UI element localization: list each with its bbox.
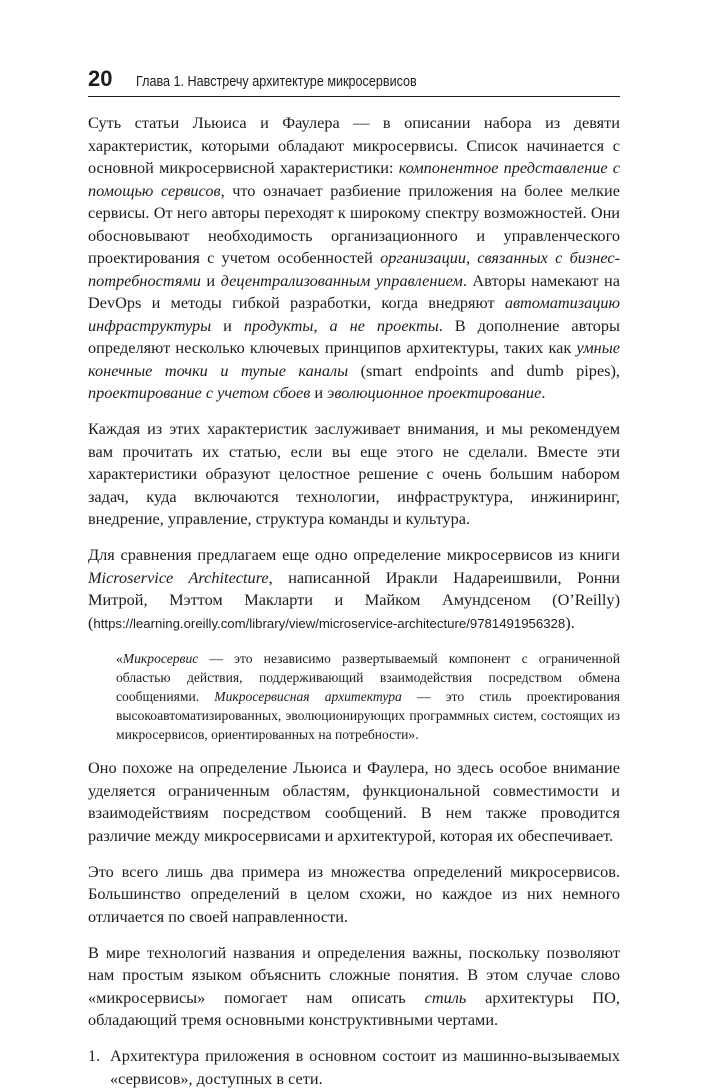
definition-quote [116,649,620,744]
list-number: 1. [88,1046,101,1065]
emphasis: продукты, а не проекты [243,315,439,335]
chapter-title: Глава 1. Навстречу архитектуре микросервисов [136,73,418,90]
emphasis: компонентное представление с помощью сервисов [88,158,620,200]
paragraph-6 [88,942,620,1032]
list-item-text: Архитектура приложения в основном состоит из машинно-вызываемых «сервисов», доступных в сети. [110,1046,620,1088]
paragraph-4: Оно похоже на определение Льюиса и Фаулера, но здесь особое внимание уделяется ограниченным областям, функциональной совместимости и взаимодействиям посредством сообщений. В нем также проводится различие между микросервисами и архитектурой, которая их обеспечивает. [88,758,620,845]
text-run: , написанной Иракли Надареишвили, Ронни Митрой, Мэттом Макларти и Майком Амундсеном (O’Reilly) ( [88,567,620,632]
text-run: — это стиль проектирования высокоавтоматизированных, эволюционирующих программных систем, состоящих из микросервисов, ориентированных на потребности». [116,688,620,742]
text-run: В мире технологий названия и определения важны, поскольку позволяют нам простым языком объяснить сложные понятия. В этом случае слово «микросервисы» помогает нам описать [88,942,620,1007]
text-run: . В дополнение авторы определяют несколько ключевых принципов архитектуры, таких как [88,315,620,357]
text-run: Суть статьи Льюиса и Фаулера — в описании набора из девяти характеристик, которыми обладают микросервисы. Список начинается с основной микросервисной характеристики: [88,113,620,177]
paragraph-3 [88,544,620,635]
text-run: — это независимо развертываемый компонент с ограниченной областью действия, поддерживающий взаимодействия посредством обмена сообщениями. [116,650,620,704]
text-run: Для сравнения предлагаем еще одно определение микросервисов из книги [88,545,620,564]
emphasis: умные конечные точки и тупые каналы [88,338,620,380]
emphasis: автоматизацию инфраструктуры [88,293,620,335]
book-title: Microservice Architecture [88,567,269,587]
paragraph-1 [88,112,620,405]
text-run: , что означает разбиение приложения на более мелкие сервисы. От него авторы переходят к широкому спектру возможностей. Они обосновывают необходимость организационного и управленческого проектирования с учетом особенностей [88,180,620,267]
text-run: архитектуры ПО, обладающий тремя основными конструктивными чертами. [88,987,620,1029]
emphasis: организации, связанных с бизнес-потребностями [88,248,620,290]
paragraph-2: Каждая из этих характеристик заслуживает внимания, и мы рекомендуем вам прочитать их статью, если вы еще этого не сделали. Вместе эти характеристики образуют целостное решение с очень большим набором задач, куда включаются технологии, инфраструктура, инжиниринг, внедрение, управление, структура команды и культура. [88,419,620,528]
paragraph-5: Это всего лишь два примера из множества определений микросервисов. Большинство определений в целом схожи, но каждое из них немного отличается по своей направленности. [88,861,620,926]
emphasis: Микросервис [122,650,199,666]
text-run: . Авторы намекают на DevOps и методы гибкой разработки, когда внедряют [88,270,620,312]
text-run: ). [565,612,575,632]
text-run: и [310,383,328,402]
emphasis: эволюционное проектирование [327,383,542,402]
running-header [88,56,620,97]
text-run: « [116,650,123,666]
text-run: (smart endpoints and dumb pipes), [348,360,620,380]
book-url: https://learning.oreilly.com/library/view/microservice-architecture/9781491956328 [93,615,566,631]
text-run: и [211,315,244,335]
text-run: . [541,383,546,402]
body-text [88,112,620,1090]
list-item [88,1045,620,1090]
text-run: и [200,270,221,290]
emphasis: стиль [424,987,467,1007]
emphasis: проектирование с учетом сбоев [88,383,311,402]
page-number: 20 [88,66,113,91]
numbered-list [88,1045,620,1090]
emphasis: Микросервисная архитектура [214,688,402,704]
emphasis: децентрализованным управлением [220,270,463,290]
